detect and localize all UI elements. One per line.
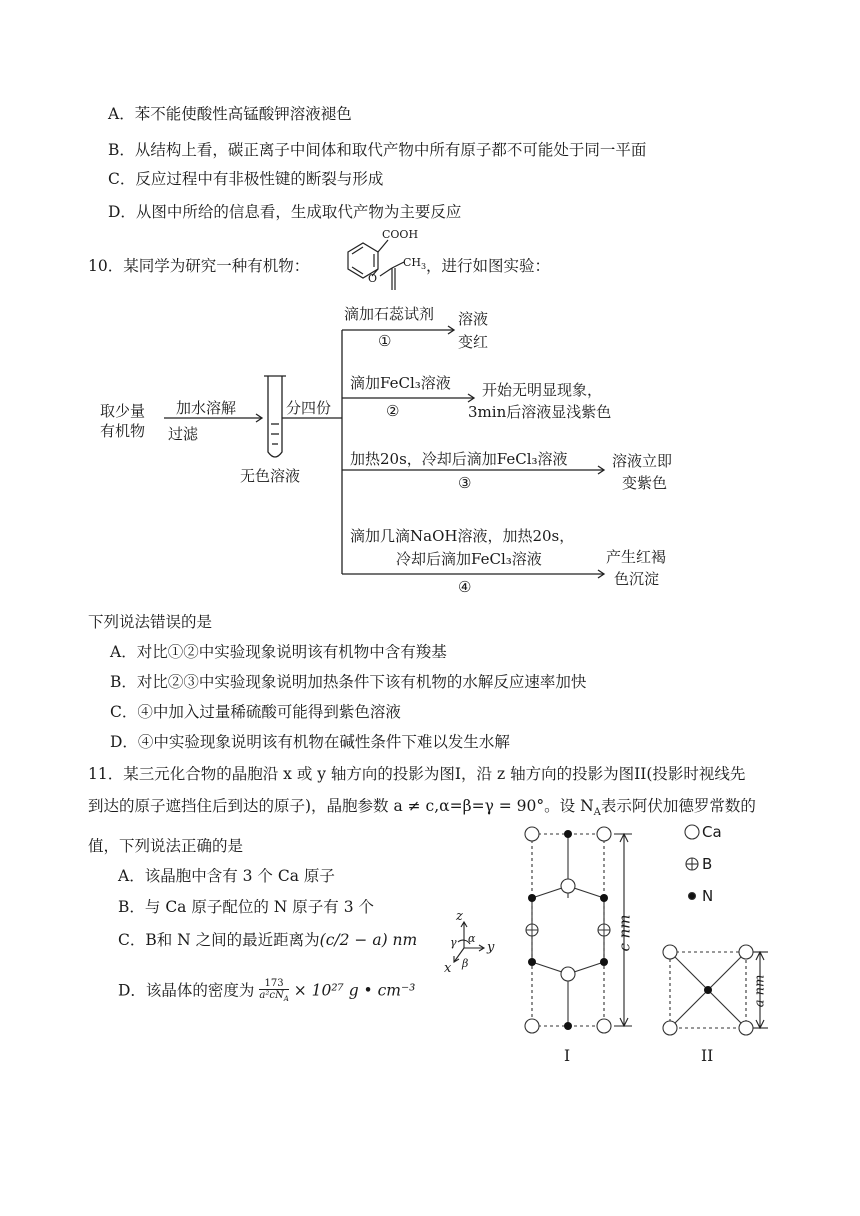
q11-stem-2: 到达的原子遮挡住后到达的原子)，晶胞参数 a ≠ c,α=β=γ = 90°。设 $N_A$表示阿伏加德罗常数的	[88, 797, 756, 819]
legend-b-label: B	[702, 855, 713, 873]
axis-y-label: y	[487, 940, 495, 955]
test-tube-icon	[264, 376, 286, 457]
branch2-num: ②	[386, 402, 400, 420]
axis-gamma-label: γ	[450, 936, 457, 949]
figure-I-label: I	[564, 1047, 571, 1065]
branch1-reagent: 滴加石蕊试剂	[344, 305, 435, 323]
flow-step1-top: 加水溶解	[176, 399, 237, 417]
molecule-ch3-label: $CH_3$	[403, 256, 427, 272]
flow-split: 分四份	[286, 399, 332, 417]
branch3-result-1: 溶液立即	[612, 452, 673, 470]
q11-option-d: D．该晶体的密度为 173 $a^2cN_A$ × 10²⁷ g • cm⁻³	[118, 978, 416, 1003]
branch2-reagent: 滴加FeCl₃溶液	[350, 374, 451, 392]
q10-option-b: B．对比②③中实验现象说明加热条件下该有机物的水解反应速率加快	[110, 673, 587, 691]
q10-option-a: A．对比①②中实验现象说明该有机物中含有羧基	[110, 643, 447, 661]
branch4-reagent-1: 滴加几滴NaOH溶液，加热20s，	[350, 527, 575, 545]
dimension-a-label: a nm	[752, 974, 768, 1008]
branch1-result-2: 变红	[458, 333, 489, 351]
q9-option-d: D．从图中所给的信息看，生成取代产物为主要反应	[108, 203, 462, 221]
q9-option-a: A．苯不能使酸性高锰酸钾溶液褪色	[108, 105, 352, 123]
branch2-result-1: 开始无明显现象，	[482, 381, 603, 399]
axis-alpha-label: α	[468, 932, 476, 945]
q11-option-a: A．该晶胞中含有 3 个 Ca 原子	[118, 867, 335, 885]
branch4-num: ④	[458, 578, 472, 596]
q10-stem-end: ，进行如图实验：	[426, 257, 551, 275]
branch1-num: ①	[378, 332, 392, 350]
flow-step1-bottom: 过滤	[168, 425, 199, 443]
branch4-result-2: 色沉淀	[614, 570, 660, 588]
q10-option-c: C．④中加入过量稀硫酸可能得到紫色溶液	[110, 703, 401, 721]
axis-x-label: x	[444, 961, 452, 976]
molecule-cooh-label: COOH	[382, 228, 419, 241]
legend-symbols	[685, 825, 699, 900]
dimension-c-label: c nm	[615, 914, 634, 952]
branch2-result-2: 3min后溶液显浅紫色	[468, 403, 612, 421]
flow-start-2: 有机物	[100, 422, 146, 440]
q9-option-c: C．反应过程中有非极性键的断裂与形成	[108, 170, 384, 188]
branch4-reagent-2: 冷却后滴加FeCl₃溶液	[396, 550, 542, 568]
branch3-result-2: 变紫色	[622, 474, 668, 492]
q10-option-d: D．④中实验现象说明该有机物在碱性条件下难以发生水解	[110, 733, 510, 751]
crystal-projection-I	[532, 834, 604, 1026]
branch3-reagent: 加热20s，冷却后滴加FeCl₃溶液	[350, 450, 568, 468]
q11-stem-1: 11．某三元化合物的晶胞沿 x 或 y 轴方向的投影为图I，沿 z 轴方向的投影为图II(投影时视线先	[88, 765, 746, 783]
axis-z-label: z	[456, 909, 463, 924]
branch3-num: ③	[458, 474, 472, 492]
branch4-result-1: 产生红褐	[606, 548, 667, 566]
axis-beta-label: β	[462, 957, 469, 970]
q11-stem-3: 值，下列说法正确的是	[88, 837, 244, 855]
figure-II-label: II	[701, 1047, 714, 1065]
flow-tube-label: 无色溶液	[240, 467, 301, 485]
molecule-o-label: O	[368, 272, 378, 285]
molecule-structure	[348, 240, 404, 290]
q11-option-b: B．与 Ca 原子配位的 N 原子有 3 个	[118, 898, 374, 916]
q9-option-b: B．从结构上看，碳正离子中间体和取代产物中所有原子都不可能处于同一平面	[108, 141, 647, 159]
flow-start-1: 取少量	[100, 402, 146, 420]
q11-option-c: C．B和 N 之间的最近距离为(c/2 − a) nm	[118, 931, 418, 949]
branch1-result-1: 溶液	[458, 310, 489, 328]
q10-question: 下列说法错误的是	[88, 613, 213, 631]
q10-stem: 10．某同学为研究一种有机物：	[88, 257, 310, 275]
legend-ca-label: Ca	[702, 823, 722, 841]
legend-n-label: N	[702, 887, 714, 905]
